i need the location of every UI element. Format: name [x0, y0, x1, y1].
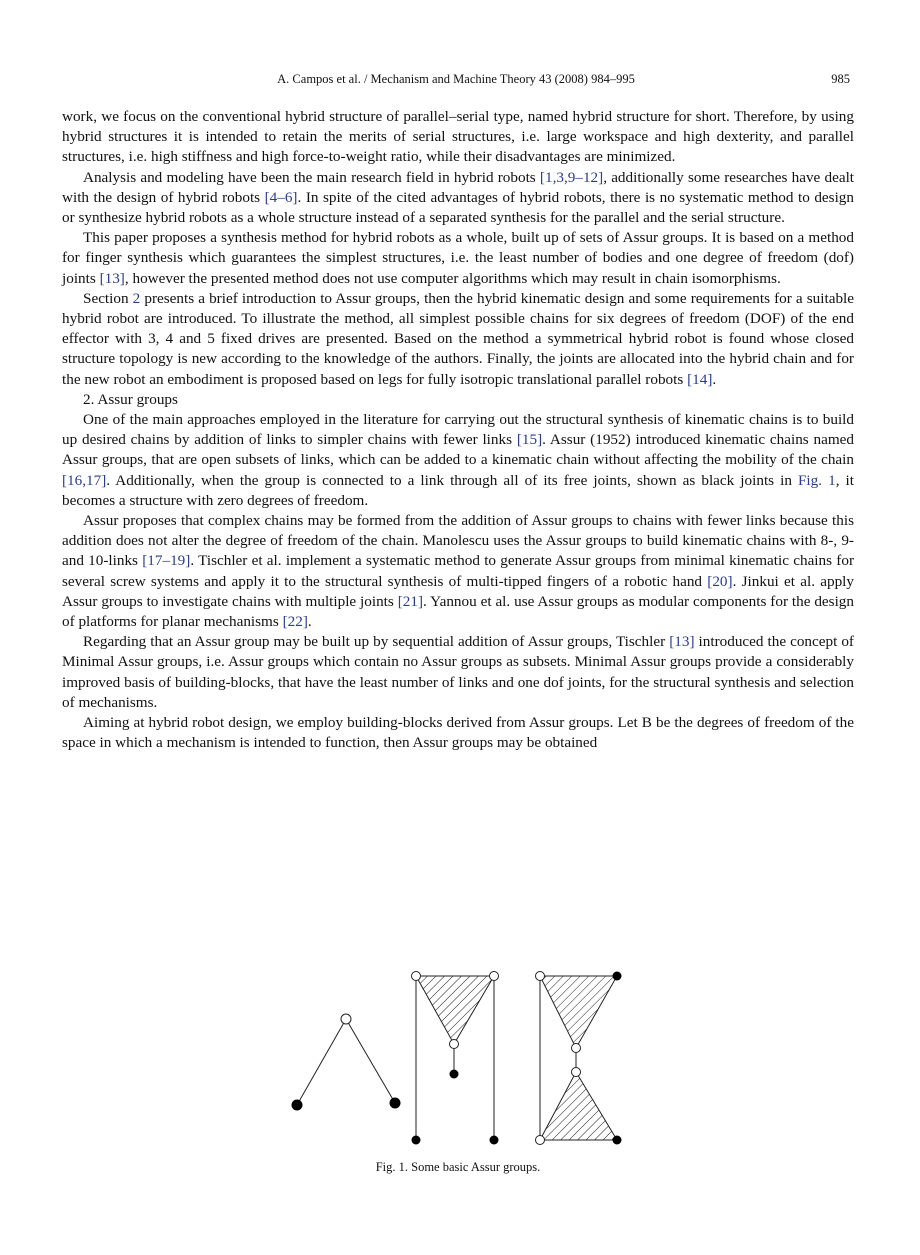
citation-link[interactable]: [14] [687, 370, 713, 388]
section-heading: 2. Assur groups [83, 390, 178, 408]
citation-link[interactable]: [13] [99, 269, 125, 287]
figure-link[interactable]: Fig. 1 [797, 471, 836, 489]
paragraph-text: Regarding that an Assur group may be built up by sequential addition of Assur groups, Tischler [83, 633, 670, 651]
paragraph-text: . Tischler et al. implement a systematic method to generate Assur groups from minimal kinematic chains for several screw systems and apply it to the structural synthesis of multi-tipped fingers of a robotic hand [62, 552, 854, 590]
paragraph-text: , it becomes a structure with zero degrees of freedom. [62, 471, 854, 509]
paragraph-text: . Additionally, when the group is connected to a link through all of its free joints, shown as black joints in [106, 471, 798, 489]
free-joint [490, 1136, 499, 1145]
free-joint [292, 1100, 303, 1111]
figure-assur-groups [280, 962, 640, 1162]
paragraph-text: Analysis and modeling have been the main research field in hybrid robots [83, 168, 540, 186]
internal-joint [450, 1040, 459, 1049]
internal-joint [536, 972, 545, 981]
running-title: A. Campos et al. / Mechanism and Machine Theory 43 (2008) 984–995 [277, 72, 635, 86]
paragraph-text: introduced the concept of Minimal Assur groups, i.e. Assur groups which contain no Assur groups as subsets. Minimal Assur groups provide a considerably improved basis of building-blocks, that have the least number of links and one dof joints, for the structural synthesis and selection of mechanisms. [62, 633, 854, 711]
assur-double-triangle-group [536, 972, 622, 1145]
internal-joint [536, 1136, 545, 1145]
section-link[interactable]: 2 [132, 289, 141, 307]
paragraph-text: Assur proposes that complex chains may be formed from the addition of Assur groups to chains with fewer links because this addition does not alter the degree of freedom of the chain. Manolescu uses the Assur groups to build kinematic chains with 8-, 9- and 10-links [62, 512, 854, 570]
citation-link[interactable]: [17–19] [142, 552, 191, 570]
paragraph-text: . In spite of the cited advantages of hybrid robots, there is no systematic method to design or synthesize hybrid robots as a whole structure instead of a separated synthesis for the parallel and the serial structure. [62, 188, 854, 227]
paragraph [62, 511, 854, 632]
assur-triad [412, 972, 499, 1145]
paragraph-text: presents a brief introduction to Assur groups, then the hybrid kinematic design and some requirements for a suitable hybrid robot are introduced. To illustrate the method, all simplest possible chains for six degrees of freedom (DOF) of the end effector with 3, 4 and 5 fixed drives are presented. Based on the method a symmetrical hybrid robot is found whose closed structure topology is new according to the knowledge of the authors. Finally, the joints are allocated into the hybrid chain and for the new robot an embodiment is proposed based on legs for fully isotropic translational parallel robots [62, 289, 854, 388]
free-joint [412, 1136, 421, 1145]
paragraph-text: Section [83, 289, 133, 307]
citation-link[interactable]: [16,17] [62, 471, 107, 489]
paragraph-text: Aiming at hybrid robot design, we employ building-blocks derived from Assur groups. Let B be the degrees of freedom of the space in which a mechanism is intended to function, then Assur groups may be obtained [62, 714, 854, 752]
citation-link[interactable]: [13] [669, 633, 695, 651]
paragraph [62, 713, 854, 753]
paragraph-text: One of the main approaches employed in the literature for carrying out the structural synthesis of kinematic chains is to build up desired chains by addition of links to simpler chains with fewer links [62, 411, 854, 449]
running-header [62, 72, 850, 90]
paragraph-text: . Yannou et al. use Assur groups as modular components for the design of platforms for planar mechanisms [62, 592, 854, 631]
paragraph-text: , however the presented method does not use computer algorithms which may result in chain isomorphisms. [124, 269, 781, 287]
citation-link[interactable]: [22] [282, 613, 308, 631]
ternary-link [540, 976, 617, 1048]
internal-joint [490, 972, 499, 981]
internal-joint [572, 1044, 581, 1053]
paragraph [62, 168, 854, 229]
free-joint [450, 1070, 459, 1079]
paragraph [62, 289, 854, 390]
citation-link[interactable]: [20] [707, 572, 733, 590]
free-joint [613, 1136, 622, 1145]
assur-groups-diagram [280, 962, 640, 1162]
citation-link[interactable]: [21] [397, 592, 424, 610]
paragraph [62, 632, 854, 713]
paragraph-text: . Assur (1952) introduced kinematic chains named Assur groups, that are open subsets of links, which can be added to a kinematic chain without affecting the mobility of the chain [62, 431, 855, 469]
citation-link[interactable]: [15] [516, 431, 543, 449]
paragraph-text: work, we focus on the conventional hybrid structure of parallel–serial type, named hybrid structure for short. Therefore, by using hybrid structures it is intended to retain the merits of serial structures, i.e. large workspace and high dexterity, and parallel structures, i.e. high stiffness and high force-to-weight ratio, while their disadvantages are minimized. [62, 108, 854, 166]
ternary-link [416, 976, 494, 1044]
paragraph [62, 107, 854, 168]
paragraph-text: . Jinkui et al. apply Assur groups to investigate chains with multiple joints [62, 572, 854, 610]
citation-link[interactable]: [1,3,9–12] [539, 168, 604, 186]
ternary-link [540, 1072, 617, 1140]
page-number: 985 [831, 72, 850, 86]
internal-joint [572, 1068, 581, 1077]
paragraph [62, 410, 854, 511]
paragraph-text: . [712, 370, 717, 388]
paragraph-text: , additionally some researches have dealt with the design of hybrid robots [62, 168, 855, 206]
paragraph-text: This paper proposes a synthesis method for hybrid robots as a whole, built up of sets of Assur groups. It is based on a method for finger synthesis which guarantees the simplest structures, i.e. the least number of bodies and one degree of freedom (dof) joints [62, 229, 854, 287]
free-joint [390, 1098, 401, 1109]
paragraph [62, 228, 854, 289]
free-joint [613, 972, 622, 981]
internal-joint [341, 1014, 351, 1024]
paragraph-text: . [307, 613, 312, 631]
figure-caption: Fig. 1. Some basic Assur groups. [375, 1160, 541, 1174]
internal-joint [412, 972, 421, 981]
assur-dyad [292, 1014, 401, 1111]
article-body [62, 107, 854, 754]
citation-link[interactable]: [4–6] [264, 188, 298, 206]
